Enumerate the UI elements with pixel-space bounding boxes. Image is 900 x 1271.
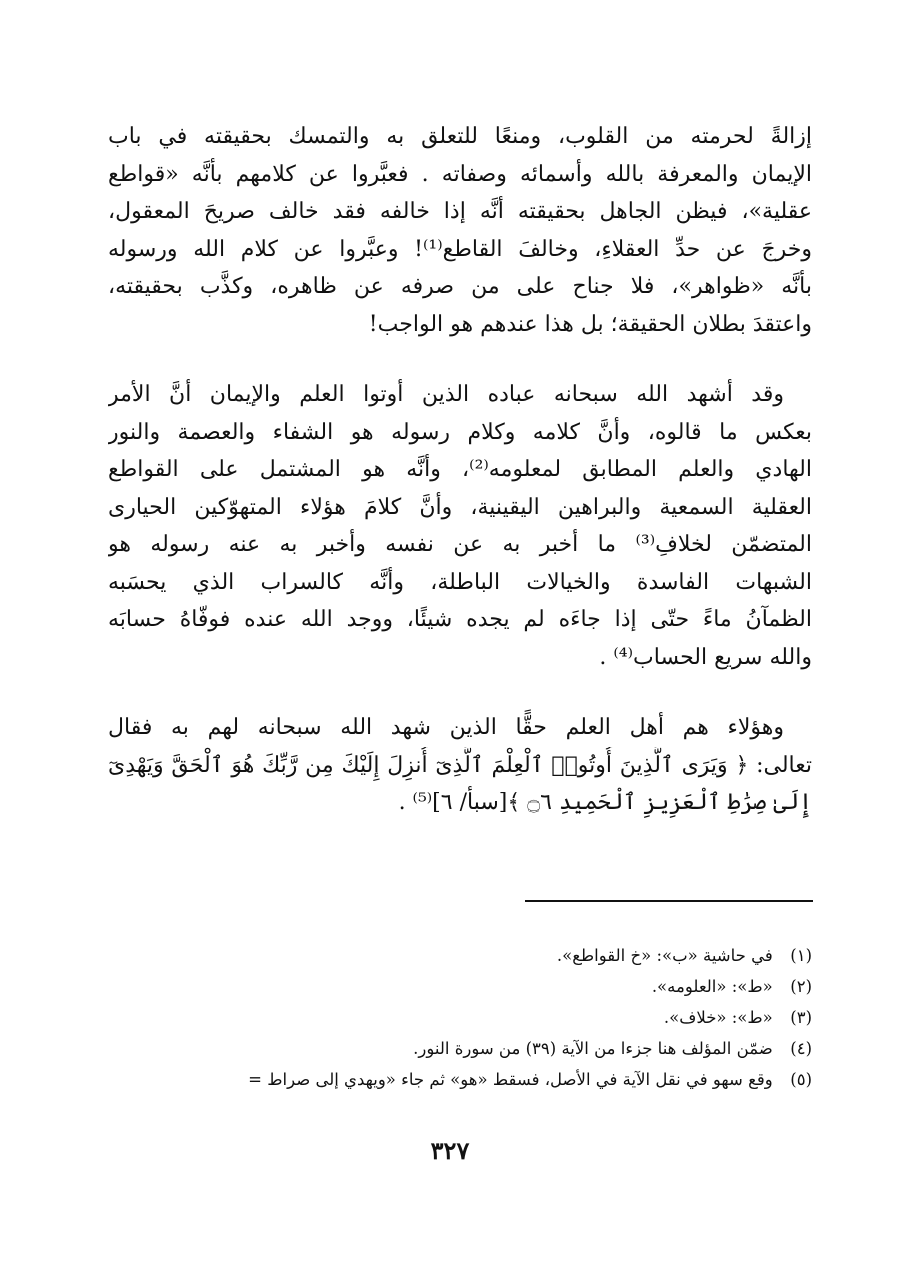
text-line: عقلية»، فيظن الجاهل بحقيقته أنَّه إذا خالفه فقد خالف صريحَ المعقول،: [108, 199, 812, 224]
quran-verse-line: تعالى: ﴿ وَيَرَى ٱلَّذِينَ أُوتُوا۟ ٱلْعِلْمَ ٱلَّذِىٓ أُنزِلَ إِلَيْكَ مِن رَّبِّكَ هُوَ ٱلْحَقَّ وَيَهْدِىٓ: [108, 752, 812, 778]
paragraph-3: [108, 709, 812, 822]
page-number: ٣٢٧: [430, 1136, 470, 1165]
footnote: [108, 1064, 812, 1095]
footnote-number: (١): [790, 946, 812, 965]
text-line: وخرجَ عن حدِّ العقلاءِ، وخالفَ القاطع⁽¹⁾! وعبَّروا عن كلام الله ورسوله: [108, 236, 812, 262]
paragraph-2: [108, 376, 812, 676]
footnote: [108, 940, 812, 971]
footnote: [108, 1002, 812, 1033]
text-line: الهادي والعلم المطابق لمعلومه⁽²⁾، وأنَّه هو المشتمل على القواطع: [108, 457, 812, 482]
text-line: وهؤلاء هم أهل العلم حقًّا الذين شهد الله سبحانه لهم به فقال: [108, 715, 784, 740]
footnote-number: (٣): [790, 1008, 812, 1027]
footnotes: [108, 940, 812, 1095]
text-line: بأنَّه «ظواهر»، فلا جناح على من صرفه عن ظاهره، وكذَّب بحقيقته،: [108, 274, 812, 299]
quran-verse-line: إِلَىٰ صِرَٰطِ ٱلْعَزِيزِ ٱلْحَمِيدِ ۝٦ ﴾[سبأ/ ٦]⁽⁵⁾ .: [398, 790, 812, 815]
text-line: المتضمّن لخلافِ⁽³⁾ ما أخبر به عن نفسه وأخبر به عنه رسوله هو: [108, 532, 812, 557]
text-line: الإيمان والمعرفة بالله وأسمائه وصفاته . فعبَّروا عن كلامهم بأنَّه «قواطع: [108, 161, 812, 187]
paragraph-1: [108, 118, 812, 343]
footnote-number: (٢): [790, 977, 812, 996]
text-line: والله سريع الحساب⁽⁴⁾ .: [599, 644, 812, 670]
footnote-text: «ط»: «العلومه».: [651, 977, 773, 996]
footnote-number: (٤): [790, 1039, 812, 1058]
footnote-text: وقع سهو في نقل الآية في الأصل، فسقط «هو» ثم جاء «ويهدي إلى صراط =: [248, 1070, 773, 1089]
footnote-separator: [525, 900, 813, 902]
text-line: الشبهات الفاسدة والخيالات الباطلة، وأنَّه كالسراب الذي يحسَبه: [108, 569, 812, 595]
footnote: [108, 1033, 812, 1064]
text-line: إزالةً لحرمته من القلوب، ومنعًا للتعلق به والتمسك بحقيقته في باب: [108, 124, 812, 149]
text-line: واعتقدَ بطلان الحقيقة؛ بل هذا عندهم هو الواجب!: [368, 311, 812, 337]
footnote-number: (٥): [790, 1070, 812, 1089]
text-line: بعكس ما قالوه، وأنَّ كلامه وكلام رسوله هو الشفاء والعصمة والنور: [108, 419, 812, 445]
footnote-text: ضمّن المؤلف هنا جزءا من الآية (٣٩) من سورة النور.: [413, 1039, 773, 1058]
text-line: العقلية السمعية والبراهين اليقينية، وأنَّ كلامَ هؤلاء المتهوّكين الحيارى: [108, 494, 812, 520]
footnote: [108, 971, 812, 1002]
footnote-text: «ط»: «خلاف».: [663, 1008, 773, 1027]
text-line: الظمآنُ ماءً حتّى إذا جاءَه لم يجده شيئًا، ووجد الله عنده فوفّاهُ حسابَه: [108, 607, 812, 632]
footnote-text: في حاشية «ب»: «خ القواطع».: [556, 946, 773, 965]
text-line: وقد أشهد الله سبحانه عباده الذين أوتوا العلم والإيمان أنَّ الأمر: [108, 382, 784, 407]
